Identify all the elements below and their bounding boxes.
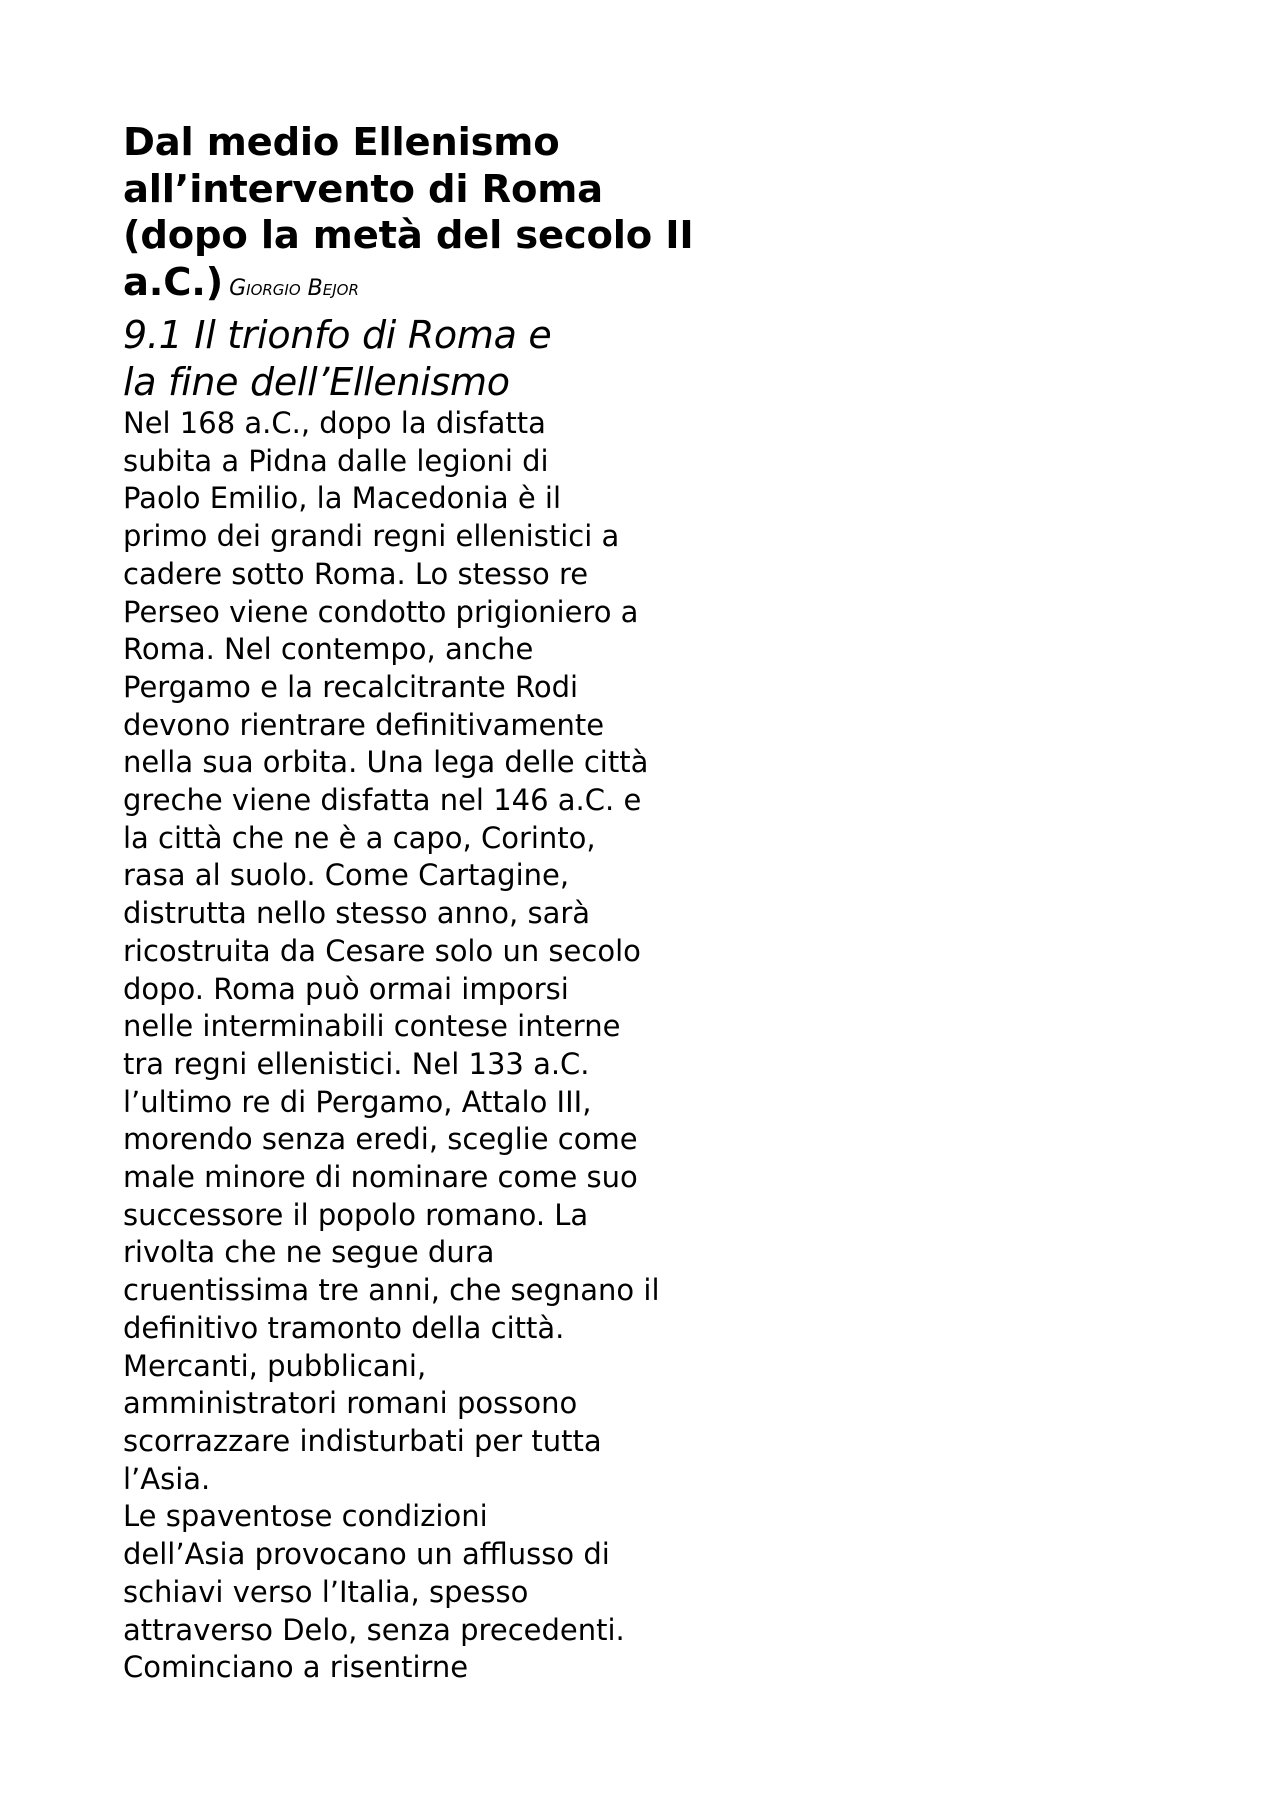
section-heading-line: 9.1 Il trionfo di Roma e (123, 313, 552, 357)
text-line: Paolo Emilio, la Macedonia è il (123, 481, 562, 516)
text-line: cruentissima tre anni, che segnano il (123, 1273, 660, 1308)
text-line: definitivo tramonto della città. (123, 1310, 565, 1345)
text-line: attraverso Delo, senza precedenti. (123, 1612, 625, 1647)
text-line: nelle interminabili contese interne (123, 1009, 621, 1044)
text-line: primo dei grandi regni ellenistici a (123, 519, 620, 554)
text-line: l’ultimo re di Pergamo, Attalo III, (123, 1084, 592, 1119)
text-line: rivolta che ne segue dura (123, 1235, 495, 1270)
paragraph (123, 405, 743, 1498)
text-line: Mercanti, pubblicani, (123, 1348, 427, 1383)
chapter-title-line: a.C.) (123, 259, 224, 305)
text-line: tra regni ellenistici. Nel 133 a.C. (123, 1046, 590, 1081)
text-line: scorrazzare indisturbati per tutta (123, 1423, 602, 1458)
text-line: distrutta nello stesso anno, sarà (123, 896, 591, 931)
text-line: morendo senza eredi, sceglie come (123, 1122, 638, 1157)
text-line: male minore di nominare come suo (123, 1160, 638, 1195)
text-line: nella sua orbita. Una lega delle città (123, 745, 649, 780)
section-heading-line: la fine dell’Ellenismo (123, 359, 510, 404)
document-page (123, 120, 743, 1687)
text-line: Pergamo e la recalcitrante Rodi (123, 669, 579, 704)
text-line: dopo. Roma può ormai imporsi (123, 971, 569, 1006)
text-line: cadere sotto Roma. Lo stesso re (123, 556, 589, 591)
chapter-title-line: (dopo la metà del secolo II (123, 213, 694, 258)
text-line: Roma. Nel contempo, anche (123, 632, 534, 667)
chapter-title (123, 120, 743, 312)
text-line: Perseo viene condotto prigioniero a (123, 594, 639, 629)
text-line: subita a Pidna dalle legioni di (123, 443, 549, 478)
text-line: greche viene disfatta nel 146 a.C. e (123, 783, 642, 818)
text-line: devono rientrare definitivamente (123, 707, 605, 742)
text-line: Cominciano a risentirne (123, 1650, 469, 1685)
text-line: rasa al suolo. Come Cartagine, (123, 858, 570, 893)
chapter-title-line: Dal medio Ellenismo (123, 120, 560, 165)
chapter-title-line-with-author (123, 260, 743, 313)
text-line: ricostruita da Cesare solo un secolo (123, 933, 641, 968)
text-line: amministratori romani possono (123, 1386, 578, 1421)
text-line: Nel 168 a.C., dopo la disfatta (123, 406, 546, 440)
section-heading (123, 312, 743, 405)
body-text (123, 405, 743, 1687)
text-line: la città che ne è a capo, Corinto, (123, 820, 596, 855)
paragraph (123, 1498, 743, 1687)
text-line: successore il popolo romano. La (123, 1197, 589, 1232)
text-line: l’Asia. (123, 1461, 211, 1496)
chapter-title-line: all’intervento di Roma (123, 166, 603, 212)
text-line: schiavi verso l’Italia, spesso (123, 1574, 529, 1609)
text-line: dell’Asia provocano un afflusso di (123, 1537, 610, 1572)
author-name: Giorgio Bejor (229, 275, 359, 301)
text-line: Le spaventose condizioni (123, 1499, 488, 1534)
